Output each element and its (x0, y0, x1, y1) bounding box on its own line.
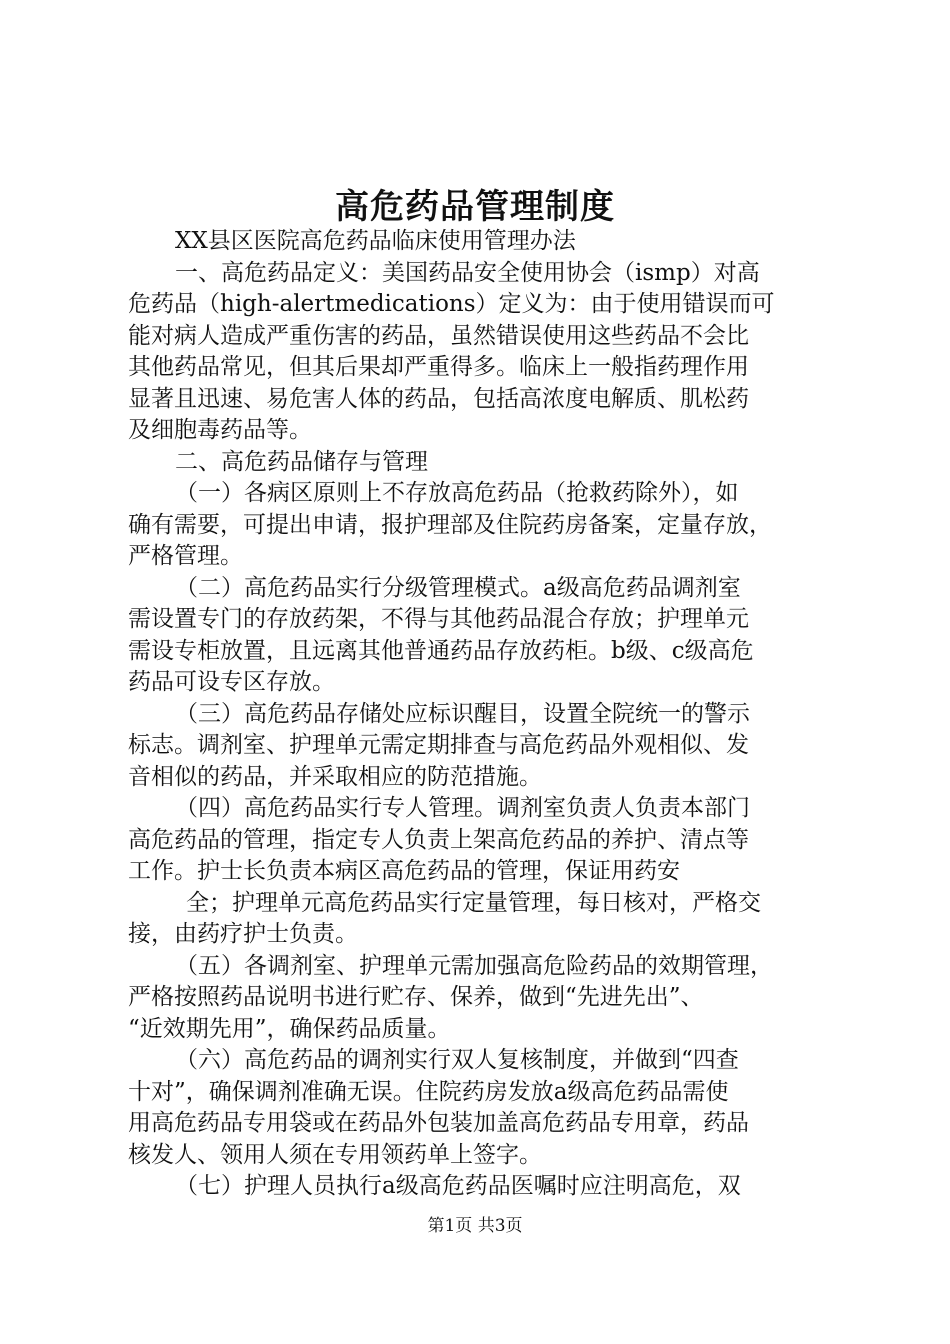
paragraph-line: （三）高危药品存储处应标识醒目，设置全院统一的警示 (175, 700, 750, 727)
paragraph-line: 能对病人造成严重伤害的药品，虽然错误使用这些药品不会比 (128, 322, 749, 349)
paragraph-line: 需设专柜放置，且远离其他普通药品存放药柜。b级、c级高危 (128, 637, 754, 664)
document-title: 高危药品管理制度 (335, 187, 615, 227)
document-body (128, 226, 828, 1203)
paragraph-line: （七）护理人员执行a级高危药品医嘱时应注明高危，双 (175, 1173, 741, 1199)
paragraph-line: （五）各调剂室、护理单元需加强高危险药品的效期管理， (175, 952, 773, 979)
paragraph-line: 全；护理单元高危药品实行定量管理，每日核对，严格交 (186, 889, 761, 916)
paragraph-line: 核发人、领用人须在专用领药单上签字。 (128, 1141, 542, 1168)
paragraph-line: 需设置专门的存放药架，不得与其他药品混合存放；护理单元 (128, 606, 749, 632)
paragraph-line: 十对”，确保调剂准确无误。住院药房发放a级高危药品需使 (128, 1078, 729, 1105)
paragraph-line: （四）高危药品实行专人管理。调剂室负责人负责本部门 (175, 795, 750, 821)
page-footer: 第1页 共3页 (427, 1216, 523, 1236)
paragraph-line: （六）高危药品的调剂实行双人复核制度，并做到“四查 (175, 1047, 739, 1073)
paragraph-line: 严格管理。 (128, 543, 243, 569)
paragraph-line: 用高危药品专用袋或在药品外包装加盖高危药品专用章，药品 (128, 1110, 749, 1136)
paragraph-line: 其他药品常见，但其后果却严重得多。临床上一般指药理作用 (128, 354, 749, 380)
paragraph-line: 显著且迅速、易危害人体的药品，包括高浓度电解质、肌松药 (128, 385, 749, 412)
paragraph-line: 确有需要，可提出申请，报护理部及住院药房备案，定量存放， (128, 511, 772, 538)
paragraph-line: 严格按照药品说明书进行贮存、保养，做到“先进先出”、 (128, 984, 704, 1010)
subtitle-line: XX县区医院高危药品临床使用管理办法 (175, 228, 576, 254)
paragraph-line: （二）高危药品实行分级管理模式。a级高危药品调剂室 (175, 574, 741, 601)
paragraph-line: 危药品（high-alertmedications）定义为：由于使用错误而可 (128, 291, 775, 317)
paragraph-line: “近效期先用”，确保药品质量。 (128, 1015, 451, 1042)
paragraph-line: 工作。护士长负责本病区高危药品的管理，保证用药安 (128, 858, 680, 884)
section-heading: 二、高危药品储存与管理 (175, 448, 428, 475)
paragraph-line: 高危药品的管理，指定专人负责上架高危药品的养护、清点等 (128, 826, 749, 853)
paragraph-line: 标志。调剂室、护理单元需定期排查与高危药品外观相似、发 (128, 732, 749, 758)
paragraph-line: 音相似的药品，并采取相应的防范措施。 (128, 763, 542, 790)
paragraph-line: （一）各病区原则上不存放高危药品（抢救药除外），如 (175, 480, 739, 506)
paragraph-line: 一、高危药品定义：美国药品安全使用协会（ismp）对高 (175, 259, 760, 286)
paragraph-line: 及细胞毒药品等。 (128, 417, 312, 443)
paragraph-line: 药品可设专区存放。 (128, 669, 335, 695)
paragraph-line: 接，由药疗护士负责。 (128, 921, 358, 947)
